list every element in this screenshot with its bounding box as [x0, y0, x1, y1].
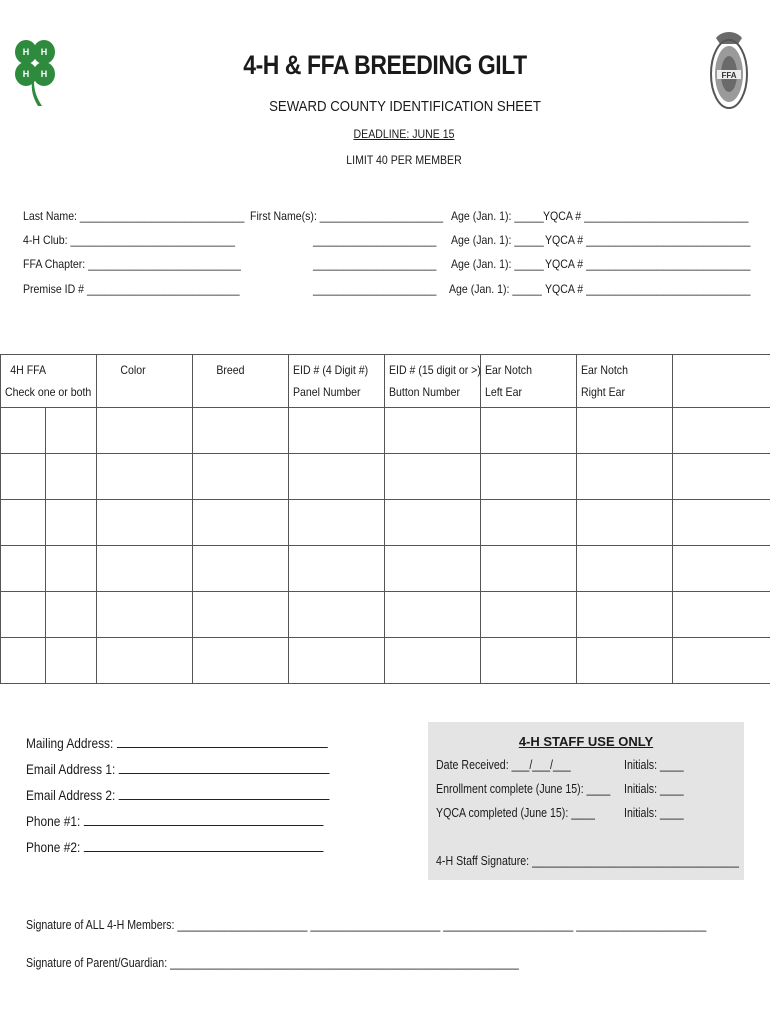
header-breed: Breed [193, 355, 289, 408]
first-name-field[interactable]: First Name(s): _____________________ [250, 209, 444, 223]
svg-text:H: H [40, 47, 48, 57]
table-cell[interactable] [385, 408, 481, 454]
table-cell[interactable] [481, 454, 577, 500]
staff-signature-field[interactable]: 4-H Staff Signature: ___________________________________ [436, 854, 739, 868]
table-row [1, 638, 770, 684]
table-cell[interactable] [289, 592, 385, 638]
chapter-field[interactable]: FFA Chapter: __________________________ [23, 257, 241, 271]
name-blank-4[interactable]: _____________________ [313, 282, 437, 296]
initials-field-1[interactable]: Initials: ____ [624, 758, 684, 772]
initials-field-2[interactable]: Initials: ____ [624, 782, 684, 796]
table-header-row [1, 355, 770, 408]
table-cell[interactable] [385, 454, 481, 500]
page-title: 4-H & FFA BREEDING GILT [243, 50, 527, 80]
table-cell[interactable] [1, 454, 46, 500]
table-cell[interactable] [46, 638, 97, 684]
name-blank-2[interactable]: _____________________ [313, 233, 437, 247]
table-cell[interactable] [1, 592, 46, 638]
phone-2-line[interactable] [84, 837, 324, 852]
header-eid-button: EID # (15 digit or >) Button Number [385, 355, 481, 408]
table-cell[interactable] [481, 638, 577, 684]
email-2-line[interactable] [119, 785, 330, 800]
table-cell[interactable] [97, 638, 193, 684]
table-cell[interactable] [97, 408, 193, 454]
phone-1-label: Phone #1: [26, 813, 81, 829]
phone-1-line[interactable] [84, 811, 324, 826]
header-blank [673, 355, 770, 408]
staff-box-title: 4-H STAFF USE ONLY [518, 734, 654, 749]
table-cell[interactable] [481, 500, 577, 546]
table-cell[interactable] [481, 592, 577, 638]
name-blank-3[interactable]: _____________________ [313, 257, 437, 271]
last-name-field[interactable]: Last Name: ____________________________ [23, 209, 245, 223]
header-ear-notch-left: Ear Notch Left Ear [481, 355, 577, 408]
table-cell[interactable] [577, 638, 673, 684]
age-field-3[interactable]: Age (Jan. 1): _____ [451, 257, 544, 271]
table-row [1, 454, 770, 500]
mailing-address-line[interactable] [117, 733, 328, 748]
identification-table [0, 354, 770, 684]
table-cell[interactable] [289, 546, 385, 592]
age-field-1[interactable]: Age (Jan. 1): _____ [451, 209, 544, 223]
table-cell[interactable] [289, 500, 385, 546]
table-cell[interactable] [289, 408, 385, 454]
table-cell[interactable] [193, 408, 289, 454]
table-row [1, 546, 770, 592]
enrollment-complete-field[interactable]: Enrollment complete (June 15): ____ [436, 782, 611, 796]
club-field[interactable]: 4-H Club: ____________________________ [23, 233, 235, 247]
header-ear-notch-right: Ear Notch Right Ear [577, 355, 673, 408]
table-cell[interactable] [577, 500, 673, 546]
table-row [1, 592, 770, 638]
date-received-field[interactable]: Date Received: ___/___/___ [436, 758, 571, 772]
table-cell[interactable] [577, 408, 673, 454]
table-cell[interactable] [673, 454, 770, 500]
table-cell[interactable] [673, 638, 770, 684]
table-cell[interactable] [385, 546, 481, 592]
table-cell[interactable] [673, 500, 770, 546]
table-cell[interactable] [577, 454, 673, 500]
table-cell[interactable] [193, 454, 289, 500]
deadline-text: DEADLINE: JUNE 15 [353, 127, 455, 141]
header-eid-panel: EID # (4 Digit #) Panel Number [289, 355, 385, 408]
svg-text:H: H [22, 69, 30, 79]
table-cell[interactable] [46, 546, 97, 592]
age-field-4[interactable]: Age (Jan. 1): _____ [449, 282, 542, 296]
age-field-2[interactable]: Age (Jan. 1): _____ [451, 233, 544, 247]
mailing-address-row[interactable] [26, 733, 327, 751]
yqca-completed-field[interactable]: YQCA completed (June 15): ____ [436, 806, 595, 820]
table-cell[interactable] [193, 592, 289, 638]
table-cell[interactable] [46, 592, 97, 638]
limit-text: LIMIT 40 PER MEMBER [346, 153, 462, 167]
svg-text:H: H [22, 47, 30, 57]
table-cell[interactable] [97, 454, 193, 500]
yqca-field-2[interactable]: YQCA # ____________________________ [545, 233, 751, 247]
ffa-emblem-lettering: FFA [721, 71, 737, 80]
table-cell[interactable] [1, 408, 46, 454]
staff-use-box [428, 722, 744, 880]
member-signatures-field[interactable]: Signature of ALL 4-H Members: ______________________ ______________________ ______________________ ______________________ [26, 918, 707, 932]
table-cell[interactable] [97, 500, 193, 546]
table-cell[interactable] [193, 546, 289, 592]
phone-2-row[interactable] [26, 837, 323, 855]
table-row [1, 500, 770, 546]
page-subtitle: SEWARD COUNTY IDENTIFICATION SHEET [269, 98, 541, 115]
table-row [1, 408, 770, 454]
table-cell[interactable] [97, 546, 193, 592]
table-cell[interactable] [673, 408, 770, 454]
table-cell[interactable] [385, 592, 481, 638]
yqca-field-3[interactable]: YQCA # ____________________________ [545, 257, 751, 271]
table-cell[interactable] [577, 546, 673, 592]
table-cell[interactable] [289, 638, 385, 684]
table-cell[interactable] [385, 638, 481, 684]
header-4h-ffa: 4H FFA Check one or both [1, 355, 97, 408]
email-1-label: Email Address 1: [26, 761, 116, 777]
mailing-address-label: Mailing Address: [26, 735, 114, 751]
table-cell[interactable] [193, 500, 289, 546]
svg-text:H: H [40, 69, 48, 79]
table-cell[interactable] [577, 592, 673, 638]
email-1-line[interactable] [119, 759, 330, 774]
table-cell[interactable] [193, 638, 289, 684]
email-2-row[interactable] [26, 785, 329, 803]
table-cell[interactable] [289, 454, 385, 500]
table-cell[interactable] [1, 546, 46, 592]
table-cell[interactable] [481, 546, 577, 592]
phone-2-label: Phone #2: [26, 839, 81, 855]
table-cell[interactable] [1, 638, 46, 684]
table-cell[interactable] [46, 500, 97, 546]
email-2-label: Email Address 2: [26, 787, 116, 803]
phone-1-row[interactable] [26, 811, 323, 829]
table-cell[interactable] [673, 546, 770, 592]
parent-signature-field[interactable]: Signature of Parent/Guardian: ___________________________________________________________ [26, 956, 519, 970]
email-1-row[interactable] [26, 759, 329, 777]
table-cell[interactable] [673, 592, 770, 638]
table-cell[interactable] [46, 408, 97, 454]
premise-field[interactable]: Premise ID # __________________________ [23, 282, 240, 296]
table-cell[interactable] [481, 408, 577, 454]
header-color: Color [97, 355, 193, 408]
table-cell[interactable] [97, 592, 193, 638]
yqca-field-1[interactable]: YQCA # ____________________________ [543, 209, 749, 223]
four-h-clover-icon [12, 34, 58, 106]
table-cell[interactable] [46, 454, 97, 500]
yqca-field-4[interactable]: YQCA # ____________________________ [545, 282, 751, 296]
table-cell[interactable] [385, 500, 481, 546]
initials-field-3[interactable]: Initials: ____ [624, 806, 684, 820]
table-cell[interactable] [1, 500, 46, 546]
